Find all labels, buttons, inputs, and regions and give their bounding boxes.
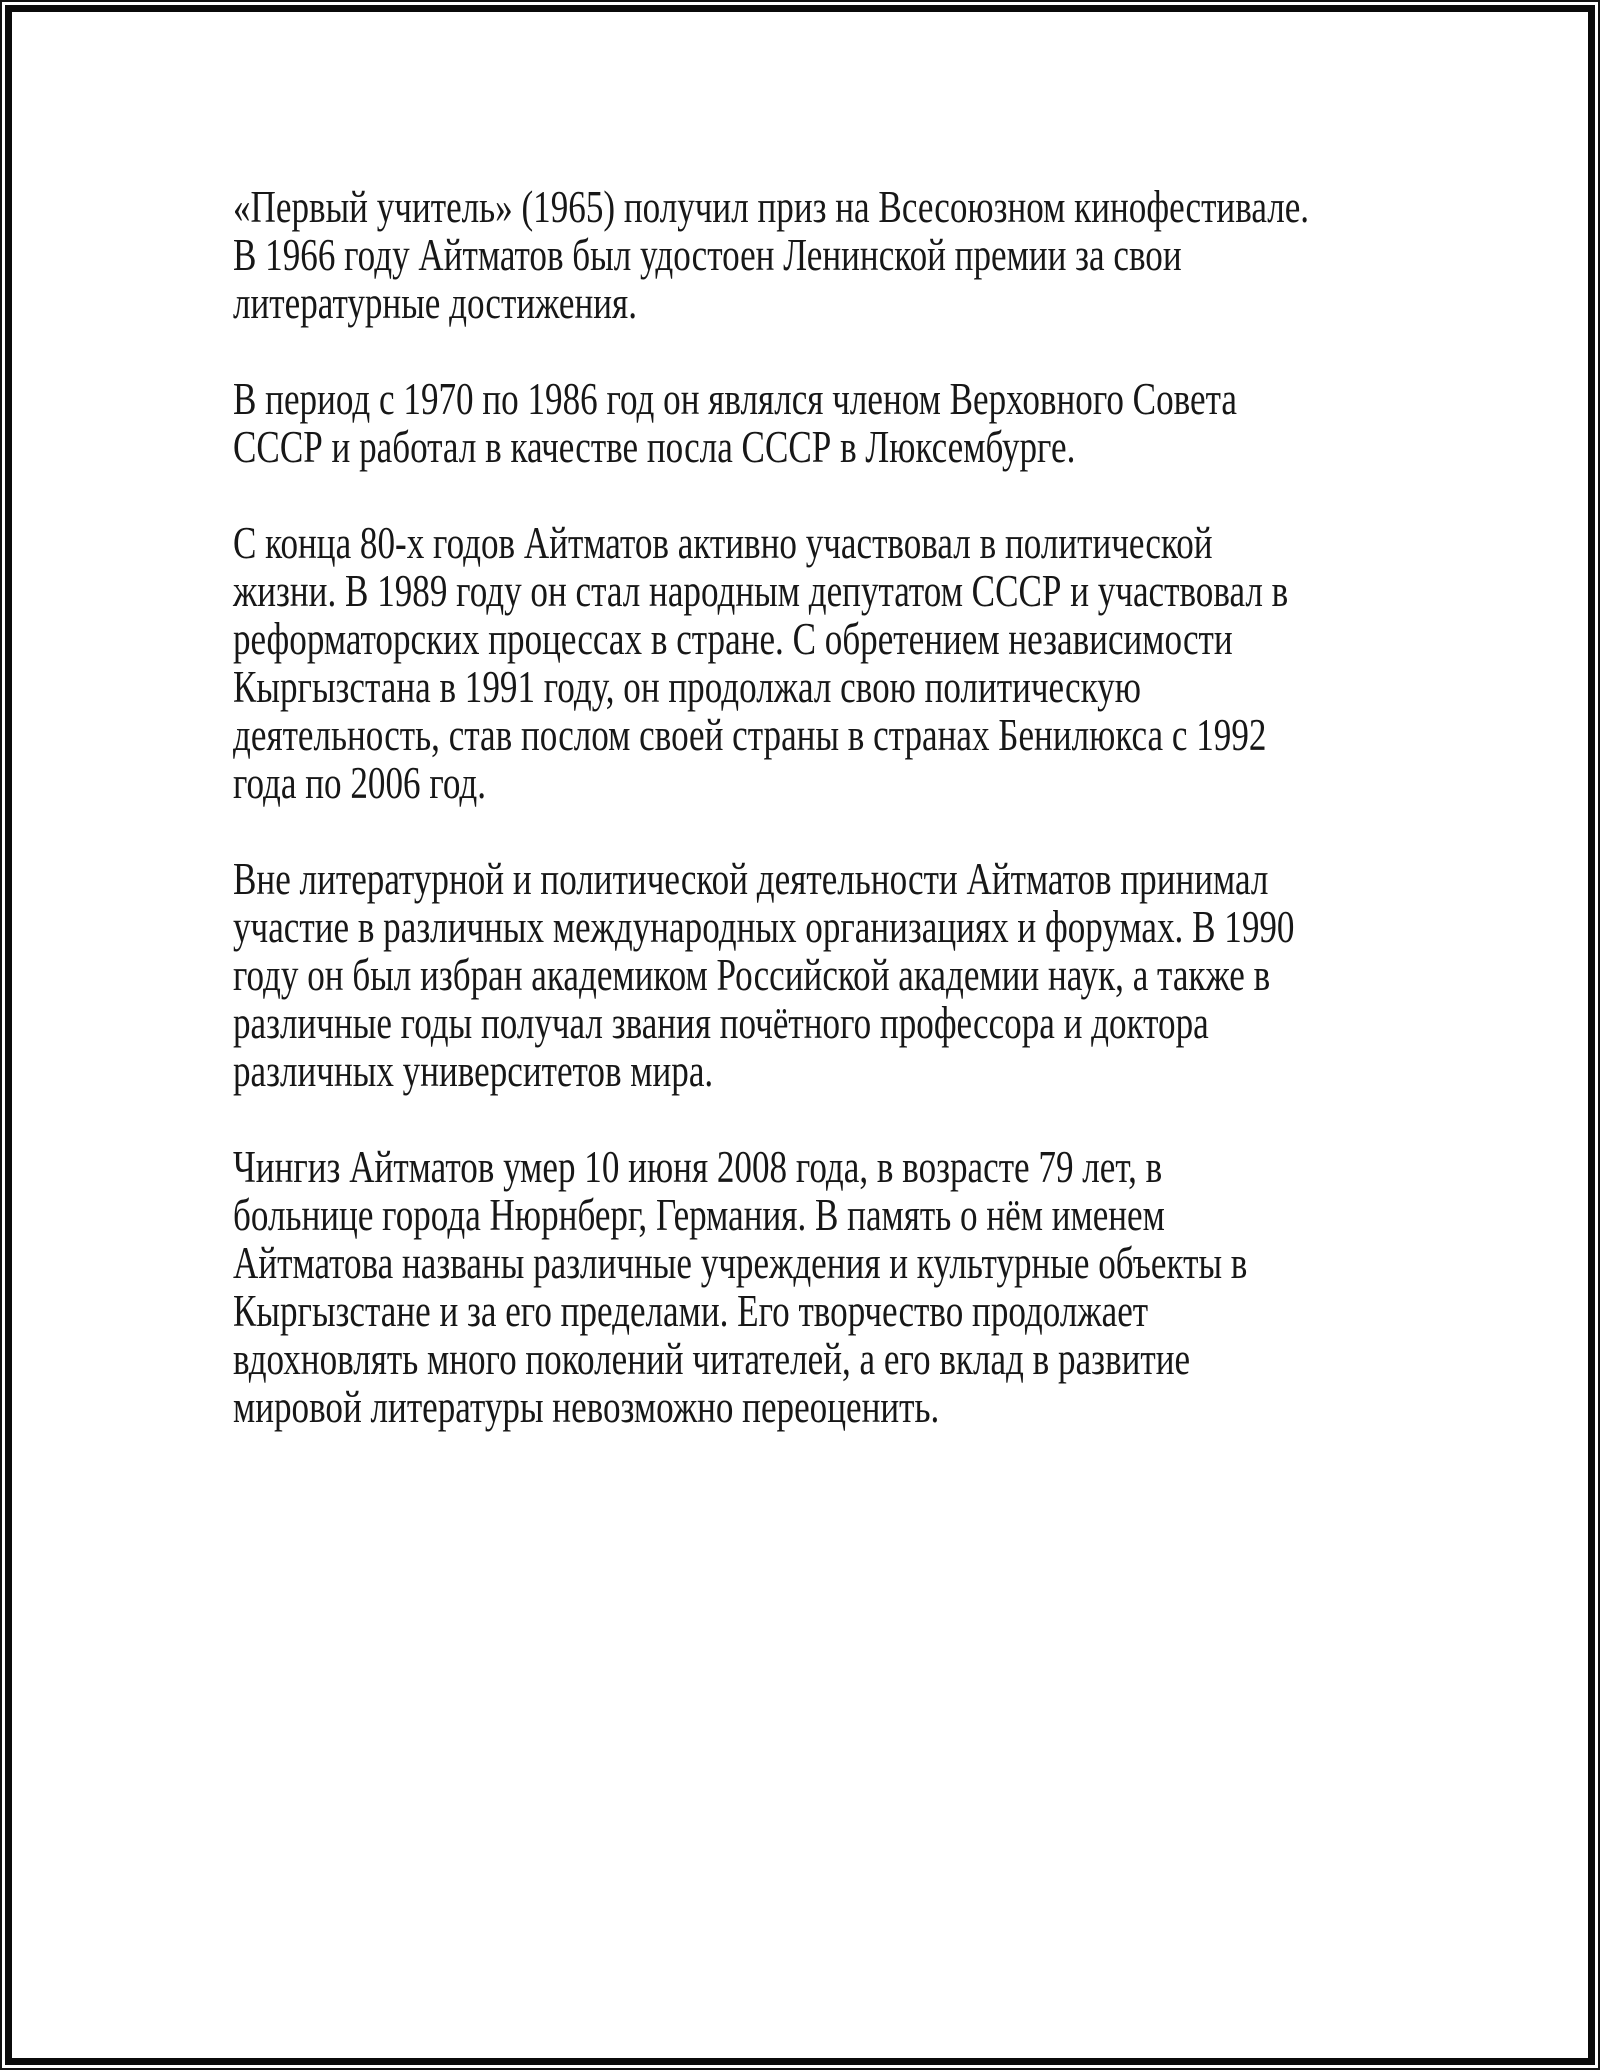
text-line: Чингиз Айтматов умер 10 июня 2008 года, в возрасте 79 лет, в [233, 1142, 1163, 1192]
text-line: деятельность, став послом своей страны в странах Бенилюкса с 1992 [233, 710, 1267, 760]
text-line: различных университетов мира. [233, 1046, 714, 1096]
paragraph-academia [233, 855, 1309, 1095]
text-line: участие в различных международных организациях и форумах. В 1990 [233, 902, 1295, 952]
text-line: В период с 1970 по 1986 год он являлся членом Верховного Совета [233, 374, 1237, 424]
text-line: Вне литературной и политической деятельности Айтматов принимал [233, 854, 1269, 904]
text-line: С конца 80-х годов Айтматов активно участвовал в политической [233, 518, 1213, 568]
text-line: году он был избран академиком Российской академии наук, а также в [233, 950, 1271, 1000]
text-line: реформаторских процессах в стране. С обретением независимости [233, 614, 1233, 664]
text-line: СССР и работал в качестве посла СССР в Люксембурге. [233, 422, 1076, 472]
text-line: Кыргызстане и за его пределами. Его творчество продолжает [233, 1286, 1149, 1336]
paragraph-death-legacy [233, 1143, 1309, 1431]
text-line: жизни. В 1989 году он стал народным депутатом СССР и участвовал в [233, 566, 1289, 616]
text-line: литературные достижения. [233, 278, 637, 328]
text-line: вдохновлять много поколений читателей, а его вклад в развитие [233, 1334, 1191, 1384]
text-line: года по 2006 год. [233, 758, 487, 808]
paragraph-awards [233, 183, 1309, 327]
text-line: «Первый учитель» (1965) получил приз на Всесоюзном кинофестивале. [233, 182, 1310, 232]
text-line: Кыргызстана в 1991 году, он продолжал свою политическую [233, 662, 1141, 712]
document-text-block [233, 183, 1309, 1431]
text-line: больнице города Нюрнберг, Германия. В память о нём именем [233, 1190, 1165, 1240]
text-line: мировой литературы невозможно переоценить. [233, 1382, 940, 1432]
paragraph-supreme-soviet [233, 375, 1309, 471]
text-line: Айтматова названы различные учреждения и культурные объекты в [233, 1238, 1248, 1288]
text-line: различные годы получал звания почётного профессора и доктора [233, 998, 1209, 1048]
text-line: В 1966 году Айтматов был удостоен Ленинской премии за свои [233, 230, 1182, 280]
paragraph-political-life [233, 519, 1309, 807]
